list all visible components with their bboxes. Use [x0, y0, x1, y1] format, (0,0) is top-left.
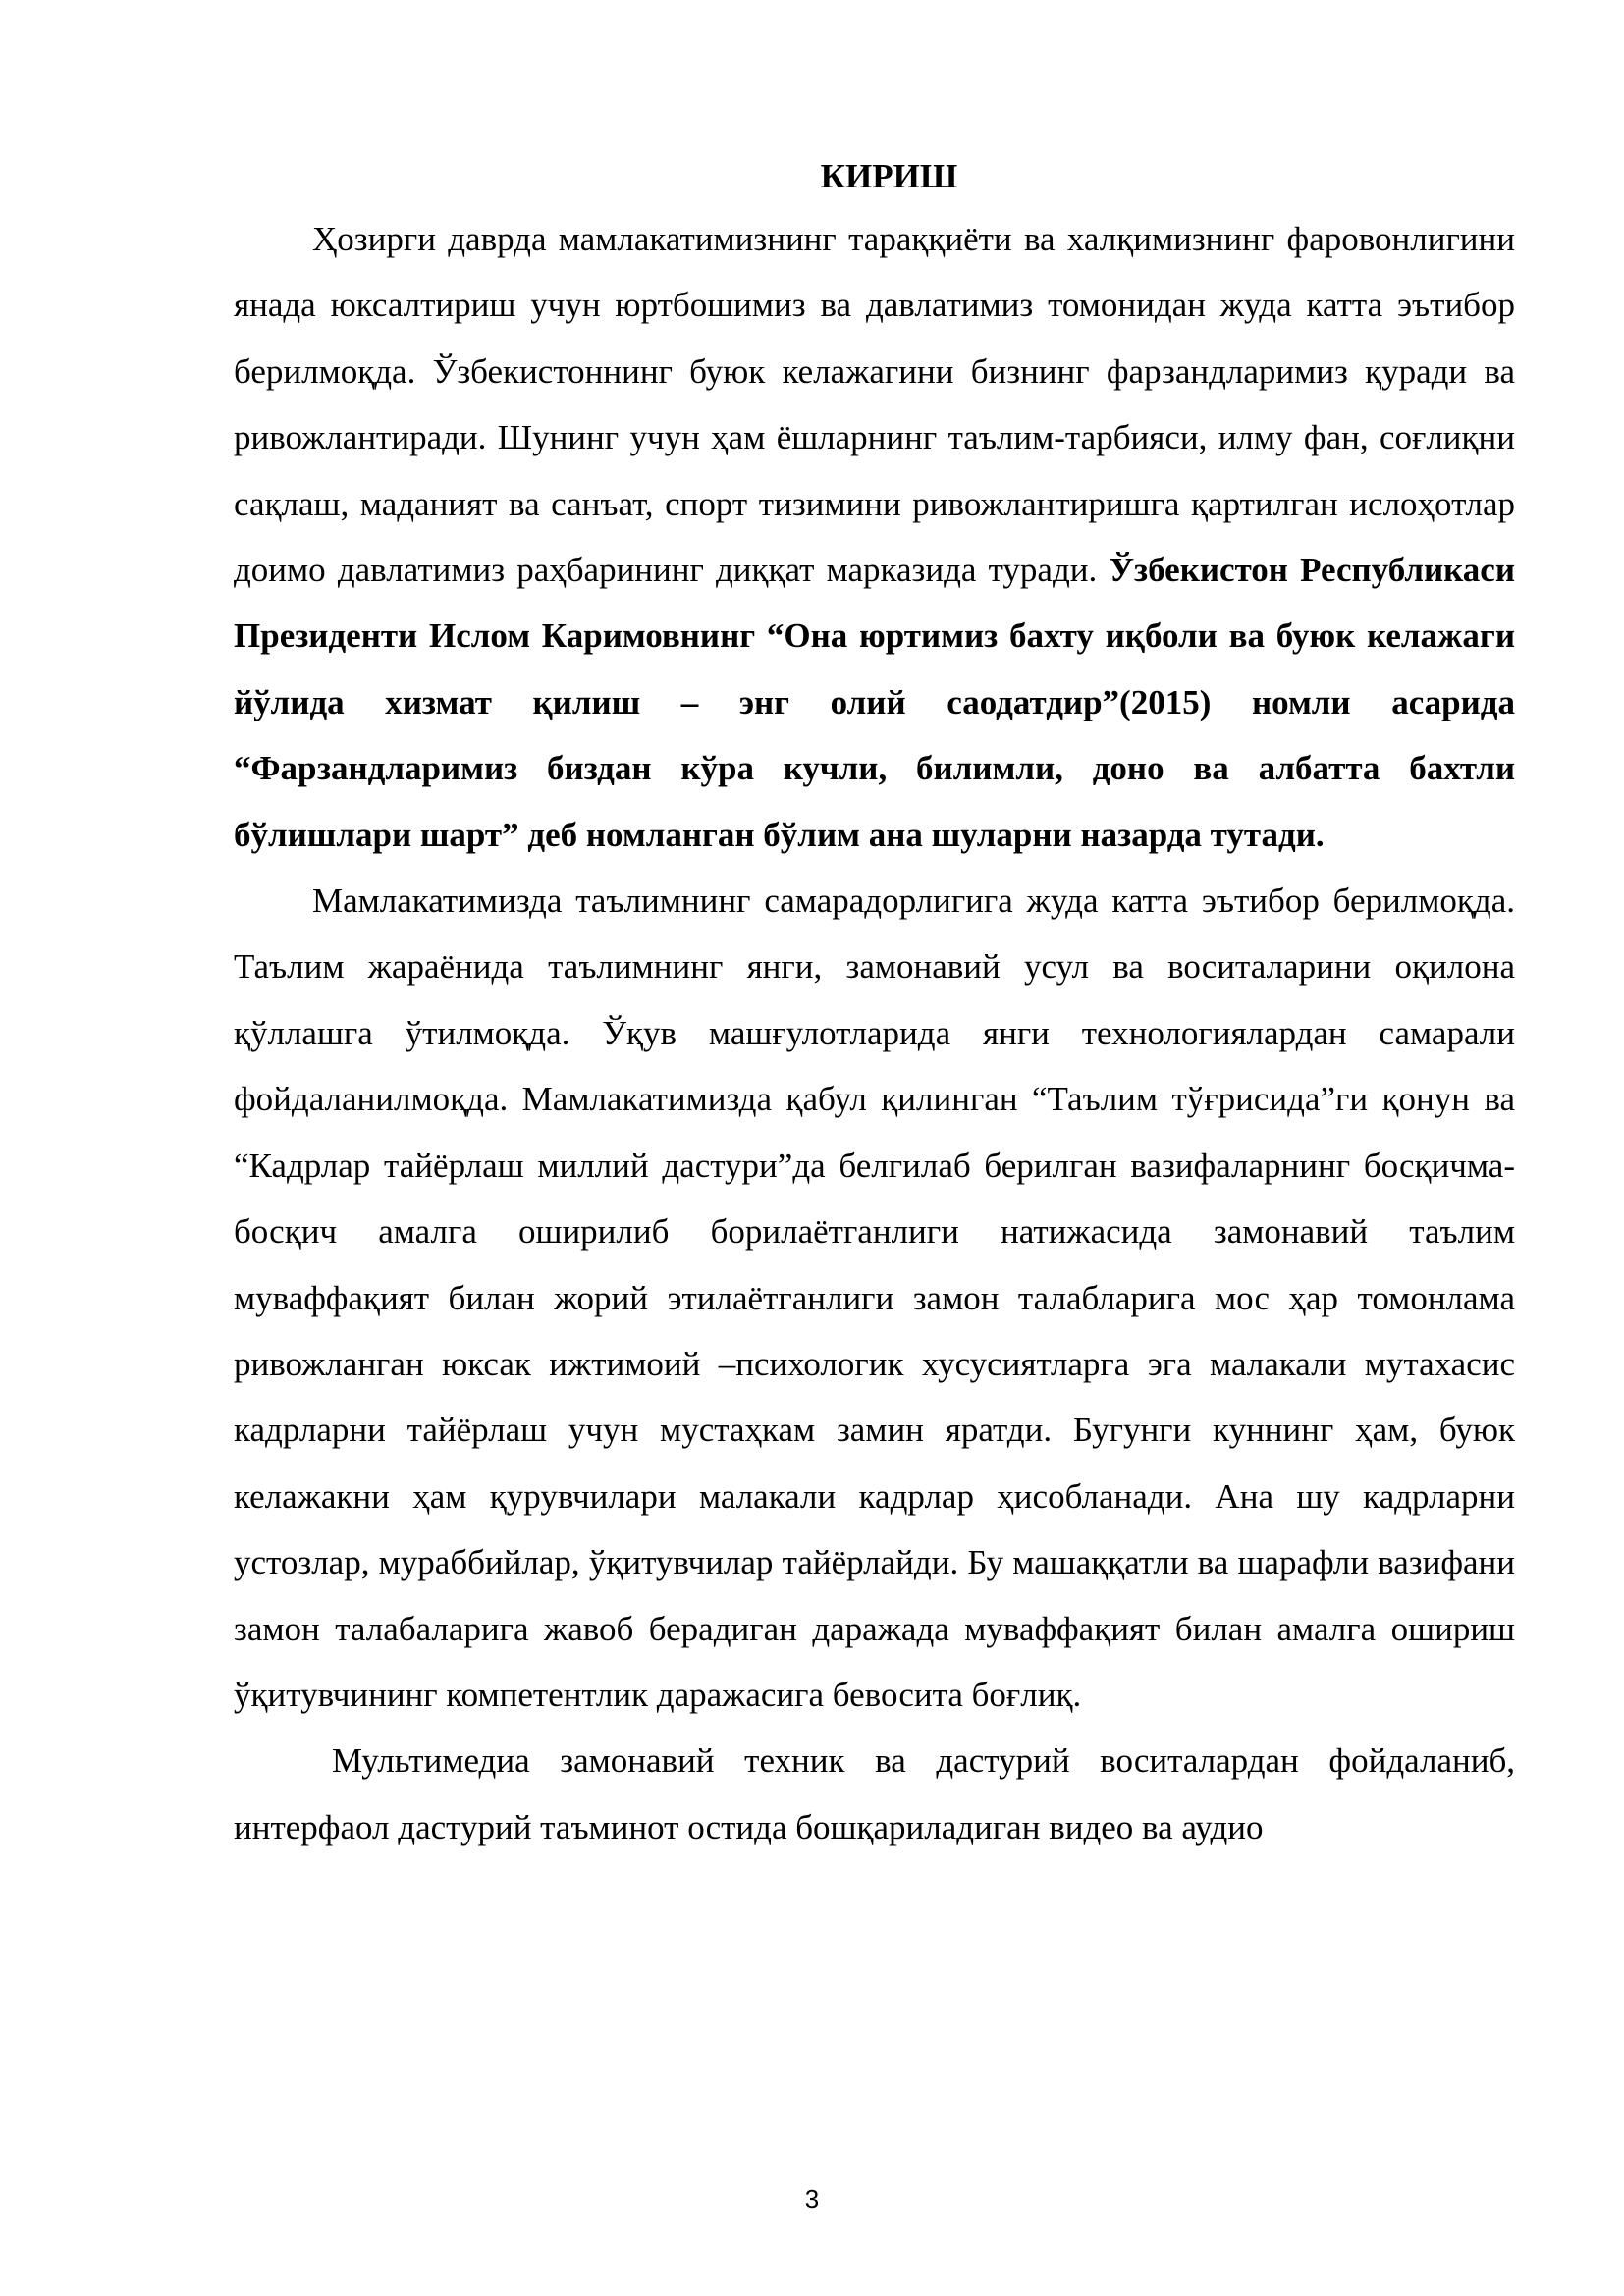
paragraph-multimedia — [234, 1728, 1515, 1860]
page-number: 3 — [804, 2184, 820, 2214]
paragraph-education-text: Мамлакатимизда таълимнинг самарадорлигига жуда катта эътибор берилмоқда. Таълим жараёнида таълимнинг янги, замонавий усул ва воситаларини оқилона қўллашга ўтилмоқда. Ўқув машғулотларида янги технологиялардан самарали фойдаланилмоқда. Мамлакатимизда қабул қилинган “Таълим тўғрисида”ги қонун ва “Кадрлар тайёрлаш миллий дастури”да белгилаб берилган вазифаларнинг босқичма-босқич амалга оширилиб борилаётганлиги натижасида замонавий таълим муваффақият билан жорий этилаётганлиги замон талабларига мос ҳар томонлама ривожланган юксак ижтимоий –психологик хусусиятларга эга малакали мутахасис кадрларни тайёрлаш учун мустаҳкам замин яратди. Бугунги куннинг ҳам, буюк келажакни ҳам қурувчилари малакали кадрлар ҳисобланади. Ана шу кадрларни устозлар, мураббийлар, ўқитувчилар тайёрлайди. Бу машаққатли ва шарафли вазифани замон талабаларига жавоб берадиган даражада муваффақият билан амалга ошириш ўқитувчининг компетентлик даражасига бевосита боғлиқ. — [234, 881, 1515, 1714]
paragraph-intro-bold-quote: Ўзбекистон Республикаси Президенти Ислом Каримовнинг “Она юртимиз бахту иқболи ва буюк келажаги йўлида хизмат қилиш – энг олий саодатдир”(2015) номли асарида “Фарзандларимиз биздан кўра кучли, билимли, доно ва албатта бахтли бўлишлари шарт” деб номланган бўлим ана шуларни назарда тутади. — [234, 551, 1515, 854]
page-title: КИРИШ — [820, 157, 958, 195]
paragraph-intro — [234, 206, 1515, 868]
page-content — [234, 147, 1515, 1860]
paragraph-education — [234, 868, 1515, 1728]
paragraph-intro-text: Ҳозирги даврда мамлакатимизнинг тараққиёти ва халқимизнинг фаровонлигини янада юксалтириш учун юртбошимиз ва давлатимиз томонидан жуда катта эътибор берилмоқда. Ўзбекистоннинг буюк келажагини бизнинг фарзандларимиз қуради ва ривожлантиради. Шунинг учун ҳам ёшларнинг таълим-тарбияси, илму фан, соғлиқни сақлаш, маданият ва санъат, спорт тизимини ривожлантиришга қартилган ислоҳотлар доимо давлатимиз раҳбарининг диққат марказида туради. — [234, 220, 1515, 590]
paragraph-multimedia-text: Мультимедиа замонавий техник ва дастурий воситалардан фойдаланиб, интерфаол дастурий таъминот остида бошқариладиган видео ва аудио — [234, 1741, 1515, 1846]
